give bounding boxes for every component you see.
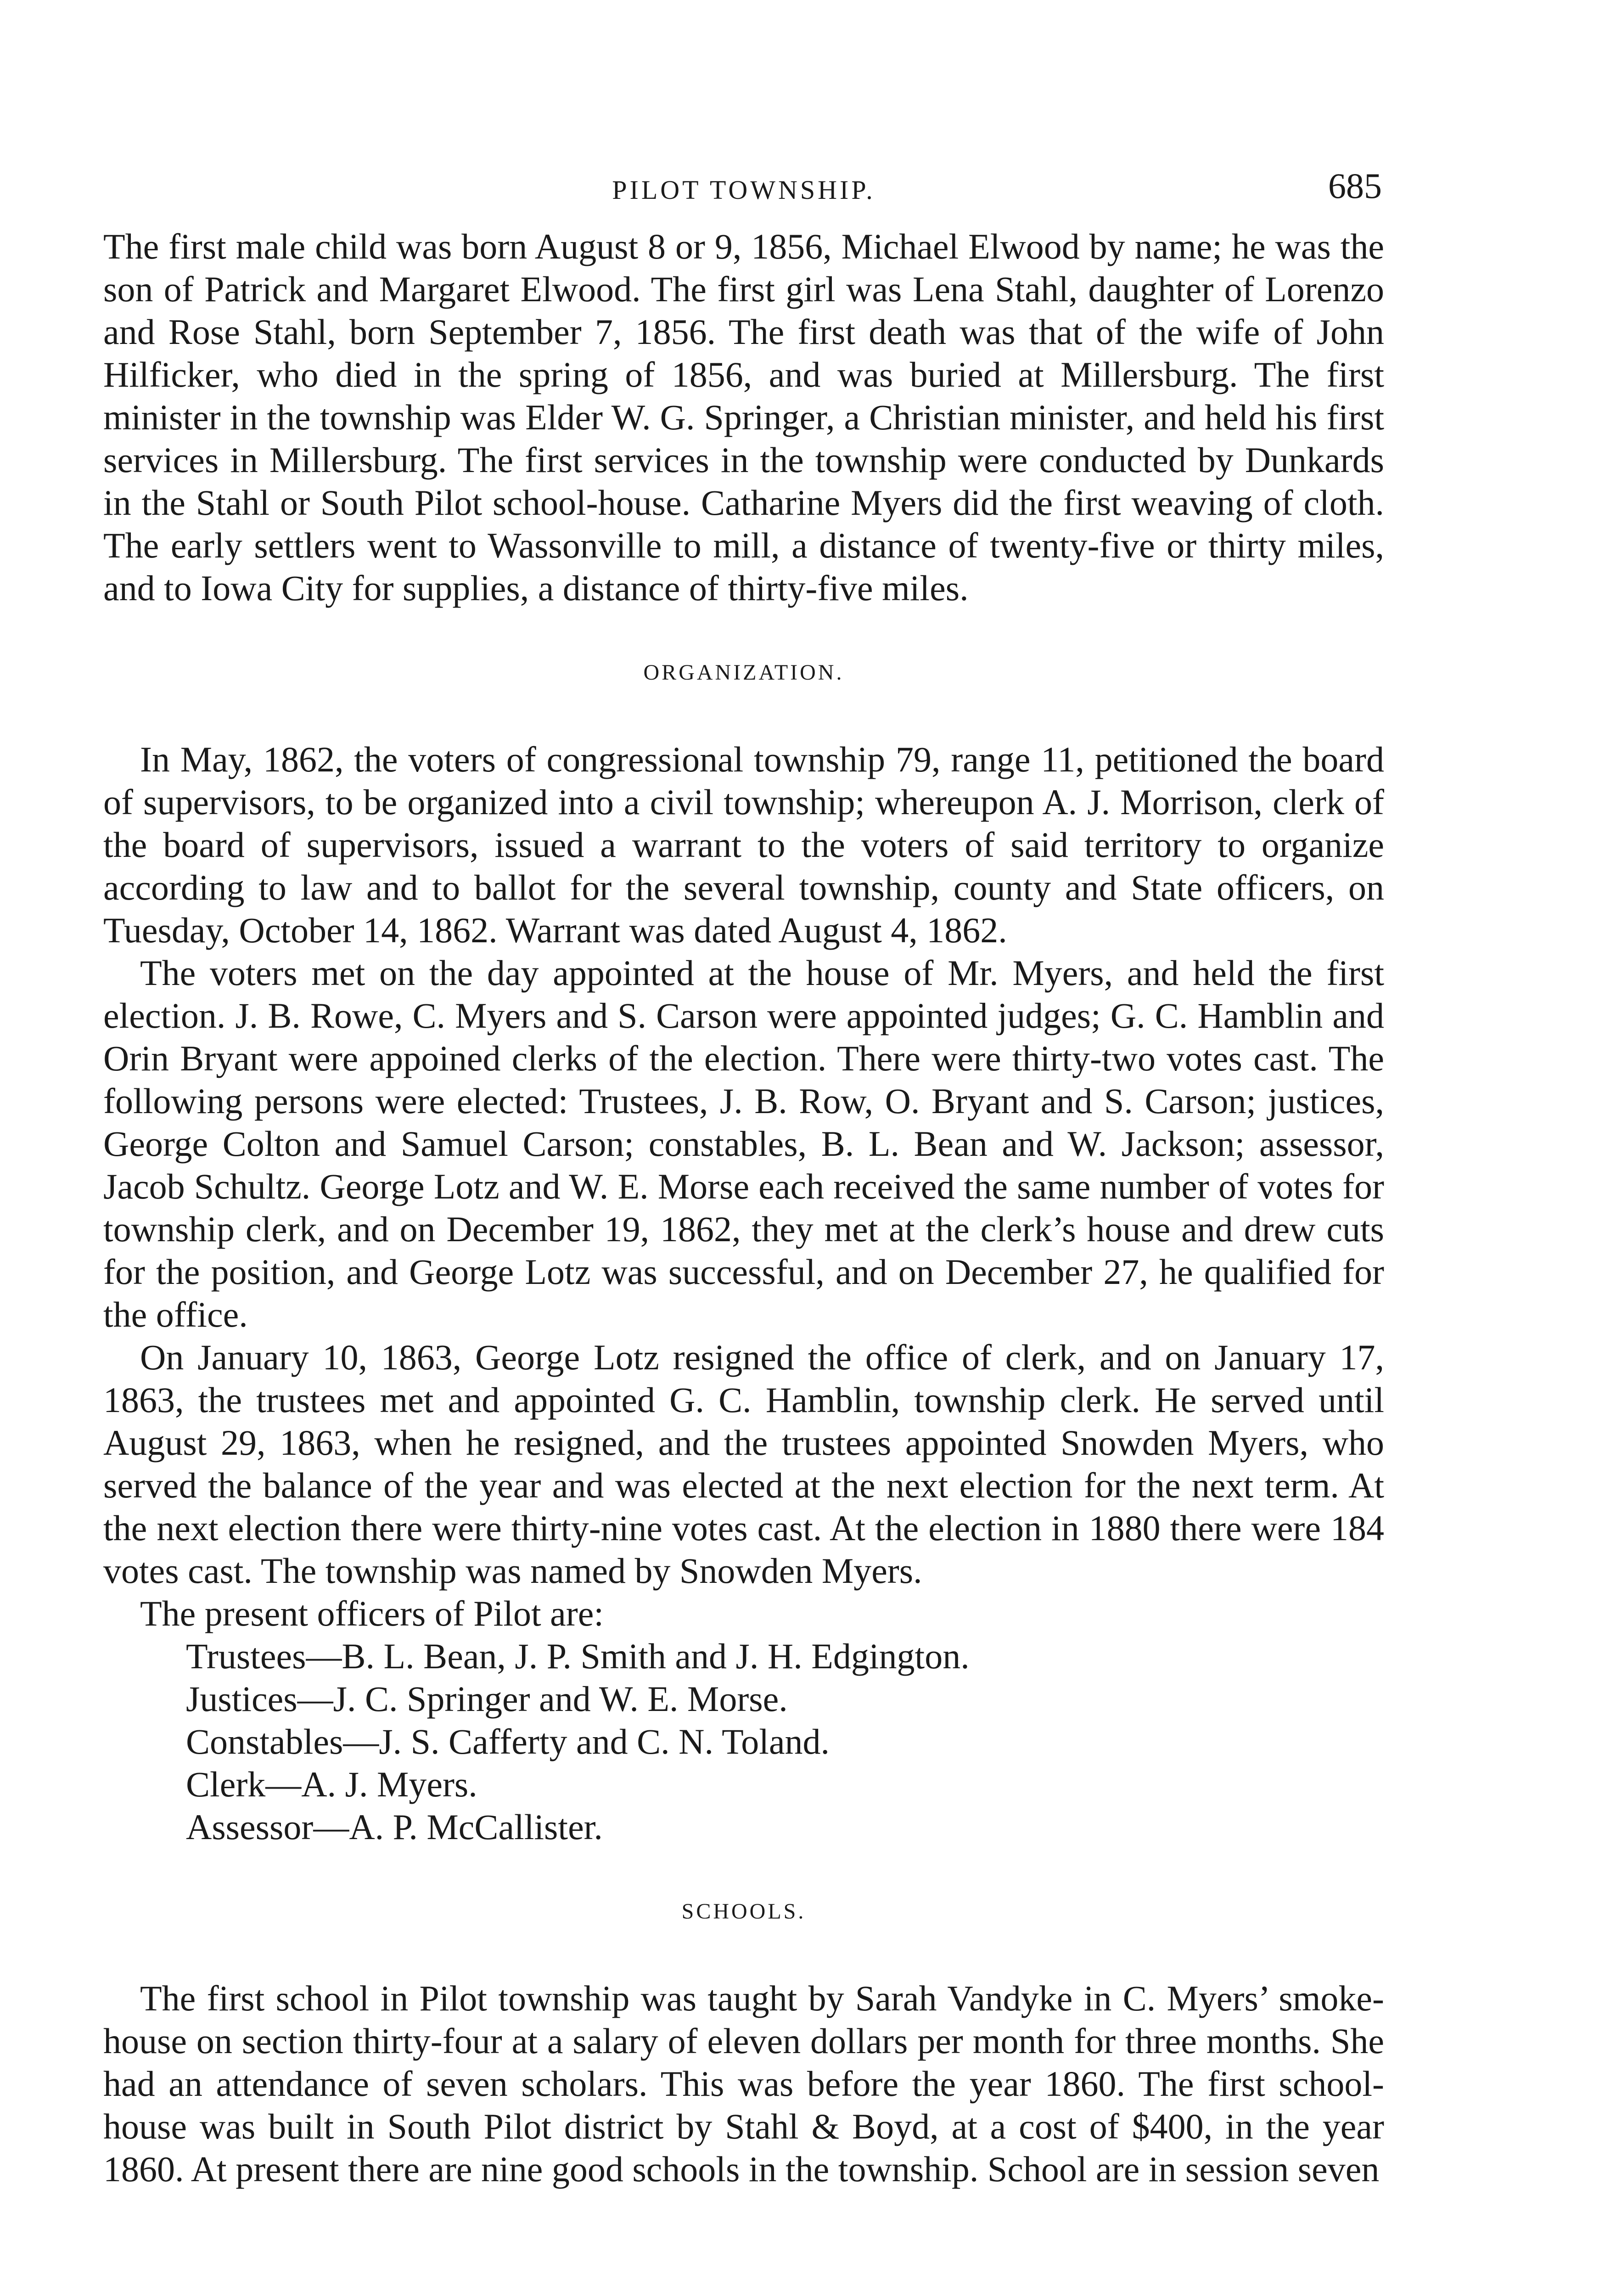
intro-paragraph: The first male child was born August 8 or 9, 1856, Michael Elwood by name; he was the son of Patrick and Margaret Elwood. The first girl was Lena Stahl, daughter of Lorenzo and Rose Stahl, born September 7, 1856. The first death was that of the wife of John Hilficker, who died in the spring of 1856, and was buried at Millersburg. The first minister in the township was Elder W. G. Springer, a Christian minister, and held his first services in Millersburg. The first services in the township were conducted by Dunkards in the Stahl or South Pilot school-house. Catharine Myers did the first weaving of cloth. The early settlers went to Wassonville to mill, a distance of twenty-five or thirty miles, and to Iowa City for supplies, a distance of thirty-five miles.	[103, 226, 1384, 608]
schools-paragraph: The first school in Pilot township was taught by Sarah Vandyke in C. Myers’ smoke-house on section thirty-four at a salary of eleven dollars per month for three months. She had an attendance of seven scholars. This was before the year 1860. The first school-house was built in South Pilot district by Stahl & Boyd, at a cost of $400, in the year 1860. At present there are nine good schools in the township. School are in session seven	[103, 1978, 1384, 2189]
organization-paragraph: In May, 1862, the voters of congressional township 79, range 11, petitioned the board of supervisors, to be organized into a civil township; whereupon A. J. Morrison, clerk of the board of supervisors, issued a warrant to the voters of said territory to organize according to law and to ballot for the several township, county and State officers, on Tuesday, October 14, 1862. Warrant was dated August 4, 1862.	[103, 739, 1384, 950]
section-heading-organization: ORGANIZATION.	[643, 660, 844, 685]
running-title: PILOT TOWNSHIP.	[612, 175, 875, 205]
officer-entry: Trustees—B. L. Bean, J. P. Smith and J. H. Edgington.	[186, 1636, 970, 1676]
officers-intro: The present officers of Pilot are:	[140, 1593, 604, 1633]
running-head	[103, 161, 1384, 225]
officers-list	[103, 1635, 1384, 1848]
organization-paragraph: The voters met on the day appointed at the house of Mr. Myers, and held the first election. J. B. Rowe, C. Myers and S. Carson were appointed judges; G. C. Hamblin and Orin Bryant were appoined clerks of the election. There were thirty-two votes cast. The following persons were elected: Trustees, J. B. Row, O. Bryant and S. Carson; justices, George Colton and Samuel Carson; constables, B. L. Bean and W. Jackson; assessor, Jacob Schultz. George Lotz and W. E. Morse each received the same number of votes for township clerk, and on December 19, 1862, they met at the clerk’s house and drew cuts for the position, and George Lotz was successful, and on December 27, he qualified for the office.	[103, 953, 1384, 1334]
organization-paragraph: On January 10, 1863, George Lotz resigned the office of clerk, and on January 17, 1863, the trustees met and appointed G. C. Hamblin, township clerk. He served until August 29, 1863, when he resigned, and the trustees appointed Snowden Myers, who served the balance of the year and was elected at the next election for the next term. At the next election there were thirty-nine votes cast. At the election in 1880 there were 184 votes cast. The township was named by Snowden Myers.	[103, 1337, 1384, 1591]
officer-entry: Justices—J. C. Springer and W. E. Morse.	[186, 1679, 788, 1719]
officer-entry: Constables—J. S. Cafferty and C. N. Toland.	[186, 1722, 830, 1761]
section-heading-schools: SCHOOLS.	[681, 1899, 806, 1924]
officer-entry: Assessor—A. P. McCallister.	[186, 1807, 603, 1847]
book-page	[103, 161, 1384, 2190]
officer-entry: Clerk—A. J. Myers.	[186, 1764, 477, 1804]
page-number: 685	[1328, 166, 1382, 206]
